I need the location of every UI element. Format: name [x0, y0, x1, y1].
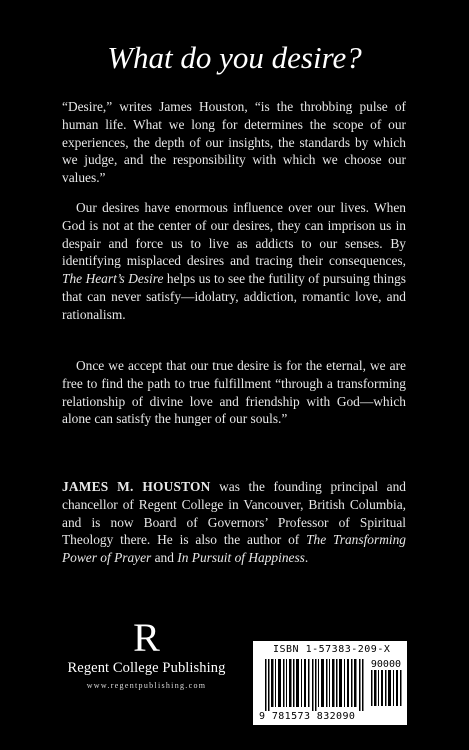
author-book-1: The Transforming Power of Prayer — [62, 532, 406, 566]
description-paragraph-3: Once we accept that our true desire is for the eternal, we are free to find the path to true fulfillment “through a transforming relationship of divine love and friendship with God—which alone can satisfy the hunger of our souls.” — [62, 358, 406, 427]
author-bio — [62, 478, 406, 567]
description-paragraph-1: “Desire,” writes James Houston, “is the throbbing pulse of human life. What we long for determines the scope of our experiences, the depth of our insights, the standards by which we judge, and the responsibility with which we choose our values.” — [62, 99, 406, 186]
cover-title: What do you desire? — [107, 40, 362, 75]
publisher-logo — [64, 615, 229, 690]
price-code: 90000 — [370, 659, 401, 670]
author-bio-text-c: . — [304, 550, 309, 566]
description-paragraph-2 — [62, 199, 406, 324]
author-book-2: In Pursuit of Happiness — [177, 550, 305, 566]
para2-text-b: helps us to see the futility of pursuing things that can never satisfy—idolatry, addiction, romantic love, and rationalism. — [62, 271, 406, 322]
addon-barcode-bars — [371, 670, 403, 706]
book-title-italic: The Heart’s Desire — [62, 271, 164, 287]
publisher-url: www.regentpublishing.com — [86, 681, 207, 690]
barcode — [253, 641, 407, 725]
isbn-label: ISBN 1-57383-209-X — [273, 644, 391, 655]
publisher-name: Regent College Publishing — [67, 660, 226, 676]
para2-text-a: Our desires have enormous influence over our lives. When God is not at the center of our desires, they can imprison us in despair and force us to live as addicts to our senses. By identifying misplaced desires and tracing their consequences, — [62, 200, 406, 269]
author-bio-text-a: was the founding principal and chancellor of Regent College in Vancouver, British Columbia, and is now Board of Governors’ Professor of Spiritual Theology there. He is also the author of — [62, 479, 406, 548]
author-name: JAMES M. HOUSTON — [62, 479, 211, 494]
publisher-logo-mark: R — [133, 615, 160, 660]
author-bio-text-b: and — [151, 550, 178, 566]
ean-barcode-bars — [265, 659, 369, 711]
ean-number: 9 781573 832090 — [259, 711, 356, 722]
